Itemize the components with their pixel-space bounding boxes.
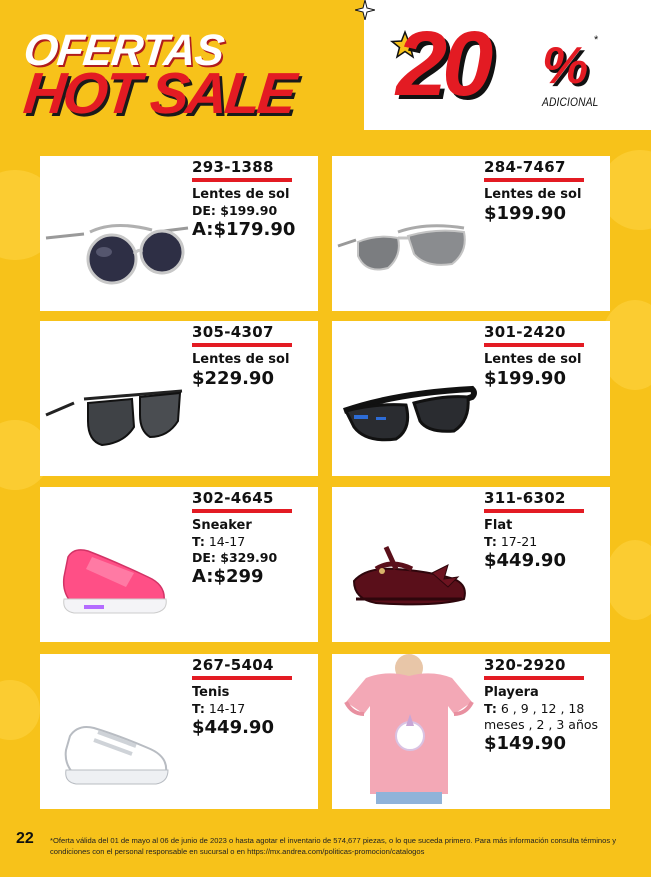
product-price: $229.90 xyxy=(192,368,274,389)
product-price: $199.90 xyxy=(484,368,566,389)
discount-value: 20 xyxy=(396,13,489,115)
product-name: Lentes de sol xyxy=(192,187,290,202)
page-number: 22 xyxy=(16,830,34,847)
round-sunglasses-icon xyxy=(44,176,190,296)
product-sku: 284-7467 xyxy=(484,158,566,176)
header-title-area xyxy=(0,0,364,130)
white-tenis-icon xyxy=(44,674,190,794)
red-divider xyxy=(192,178,292,182)
product-sku: 267-5404 xyxy=(192,656,274,674)
size-value: 6 , 9 , 12 , 18 meses , 2 , 3 años xyxy=(484,701,599,732)
product-card[interactable] xyxy=(332,487,610,642)
square-sunglasses-icon xyxy=(44,341,190,461)
product-name: Lentes de sol xyxy=(192,352,290,367)
product-info xyxy=(192,323,316,390)
size-label: T: xyxy=(484,701,497,716)
pink-playera-icon xyxy=(336,654,482,804)
aviator-sunglasses-icon xyxy=(336,176,482,296)
size-label: T: xyxy=(192,534,205,549)
discount-asterisk: * xyxy=(594,34,599,46)
product-before-price: DE: $199.90 xyxy=(192,203,278,218)
size-value: 14-17 xyxy=(208,701,246,716)
product-card[interactable] xyxy=(40,487,318,642)
product-info xyxy=(192,489,316,588)
product-size xyxy=(484,701,608,733)
sport-sunglasses-icon xyxy=(336,341,482,461)
red-divider xyxy=(484,676,584,680)
red-divider xyxy=(484,178,584,182)
size-label: T: xyxy=(192,701,205,716)
header xyxy=(0,0,651,130)
discount-label: ADICIONAL xyxy=(542,95,599,109)
product-info xyxy=(484,656,608,755)
size-label: T: xyxy=(484,534,497,549)
title-hot-sale: HOT SALE xyxy=(20,61,297,126)
product-info xyxy=(484,323,608,390)
product-size xyxy=(192,701,316,717)
legal-note: *Oferta válida del 01 de mayo al 06 de junio de 2023 o hasta agotar el inventario de 574,677 piezas, o lo que suceda primero. Para más información consulta términos y condiciones con el personal responsable en sucursal o en https://mx.andrea.com/politicas-promocion/catalogos xyxy=(50,836,617,856)
burgundy-flat-icon xyxy=(336,507,482,627)
red-divider xyxy=(192,343,292,347)
sparkle-icon xyxy=(355,0,375,20)
product-name: Lentes de sol xyxy=(484,352,582,367)
product-card[interactable] xyxy=(40,156,318,311)
discount-percent-sign: % xyxy=(542,37,589,95)
product-name: Playera xyxy=(484,685,539,700)
product-size xyxy=(484,534,608,550)
title-ofertas: OFERTAS xyxy=(21,26,226,75)
product-price: A:$299 xyxy=(192,566,264,587)
product-price: $149.90 xyxy=(484,733,566,754)
pink-sneaker-icon xyxy=(44,507,190,627)
product-card[interactable] xyxy=(332,654,610,809)
product-sku: 301-2420 xyxy=(484,323,566,341)
product-sku: 320-2920 xyxy=(484,656,566,674)
red-divider xyxy=(484,509,584,513)
product-size xyxy=(192,534,316,550)
product-price: $449.90 xyxy=(192,717,274,738)
red-divider xyxy=(484,343,584,347)
product-name: Flat xyxy=(484,518,513,533)
product-name: Lentes de sol xyxy=(484,187,582,202)
product-info xyxy=(192,656,316,739)
product-price: A:$179.90 xyxy=(192,219,296,240)
product-info xyxy=(484,489,608,572)
product-card[interactable] xyxy=(40,321,318,476)
red-divider xyxy=(192,509,292,513)
product-info xyxy=(192,158,316,241)
red-divider xyxy=(192,676,292,680)
product-price: $199.90 xyxy=(484,203,566,224)
product-before-price: DE: $329.90 xyxy=(192,550,278,565)
size-value: 17-21 xyxy=(500,534,538,549)
product-sku: 305-4307 xyxy=(192,323,274,341)
size-value: 14-17 xyxy=(208,534,246,549)
product-card[interactable] xyxy=(332,321,610,476)
product-card[interactable] xyxy=(332,156,610,311)
product-card[interactable] xyxy=(40,654,318,809)
product-sku: 293-1388 xyxy=(192,158,274,176)
product-sku: 311-6302 xyxy=(484,489,566,507)
product-name: Sneaker xyxy=(192,518,252,533)
product-name: Tenis xyxy=(192,685,230,700)
product-sku: 302-4645 xyxy=(192,489,274,507)
product-price: $449.90 xyxy=(484,550,566,571)
product-info xyxy=(484,158,608,225)
